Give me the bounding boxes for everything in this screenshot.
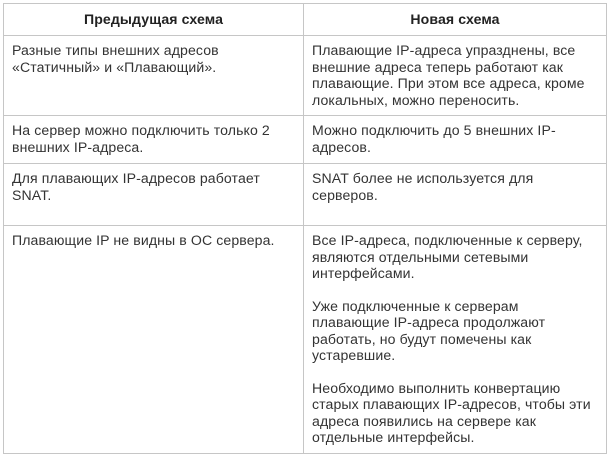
cell-previous [4,36,304,116]
cell-new [304,36,607,116]
table-header-row [4,4,607,36]
cell-previous [4,116,304,164]
cell-text: На сервер можно подключить только 2 внешних IP-адреса. [12,122,270,155]
cell-new [304,226,607,454]
table-row [4,226,607,454]
cell-new [304,116,607,164]
cell-text: Плавающие IP-адреса упразднены, все внешние адреса теперь работают как плавающие. При этом все адреса, кроме локальных, можно переносить. [312,42,585,108]
cell-text: Все IP-адреса, подключенные к серверу, являются отдельными сетевыми интерфейсами. [312,232,583,281]
table-row [4,164,607,226]
cell-text: Необходимо выполнить конвертацию старых плавающих IP-адресов, чтобы эти адреса появились на сервере как отдельные интерфейсы. [312,379,591,445]
table-row [4,116,607,164]
cell-text: SNAT более не используется для серверов. [312,170,534,203]
header-previous-scheme: Предыдущая схема [4,4,304,36]
table-row [4,36,607,116]
comparison-table [3,3,607,454]
cell-text: Можно подключить до 5 внешних IP-адресов. [312,122,556,155]
cell-previous [4,226,304,454]
header-new-scheme: Новая схема [304,4,607,36]
cell-new [304,164,607,226]
cell-text: Для плавающих IP-адресов работает SNAT. [12,170,260,203]
cell-text: Уже подключенные к серверам плавающие IP-адреса продолжают работать, но будут помечены как устаревшие. [312,297,546,363]
cell-text: Разные типы внешних адресов «Статичный» и «Плавающий». [12,42,219,75]
cell-text: Плавающие IP не видны в ОС сервера. [12,232,275,248]
cell-previous [4,164,304,226]
